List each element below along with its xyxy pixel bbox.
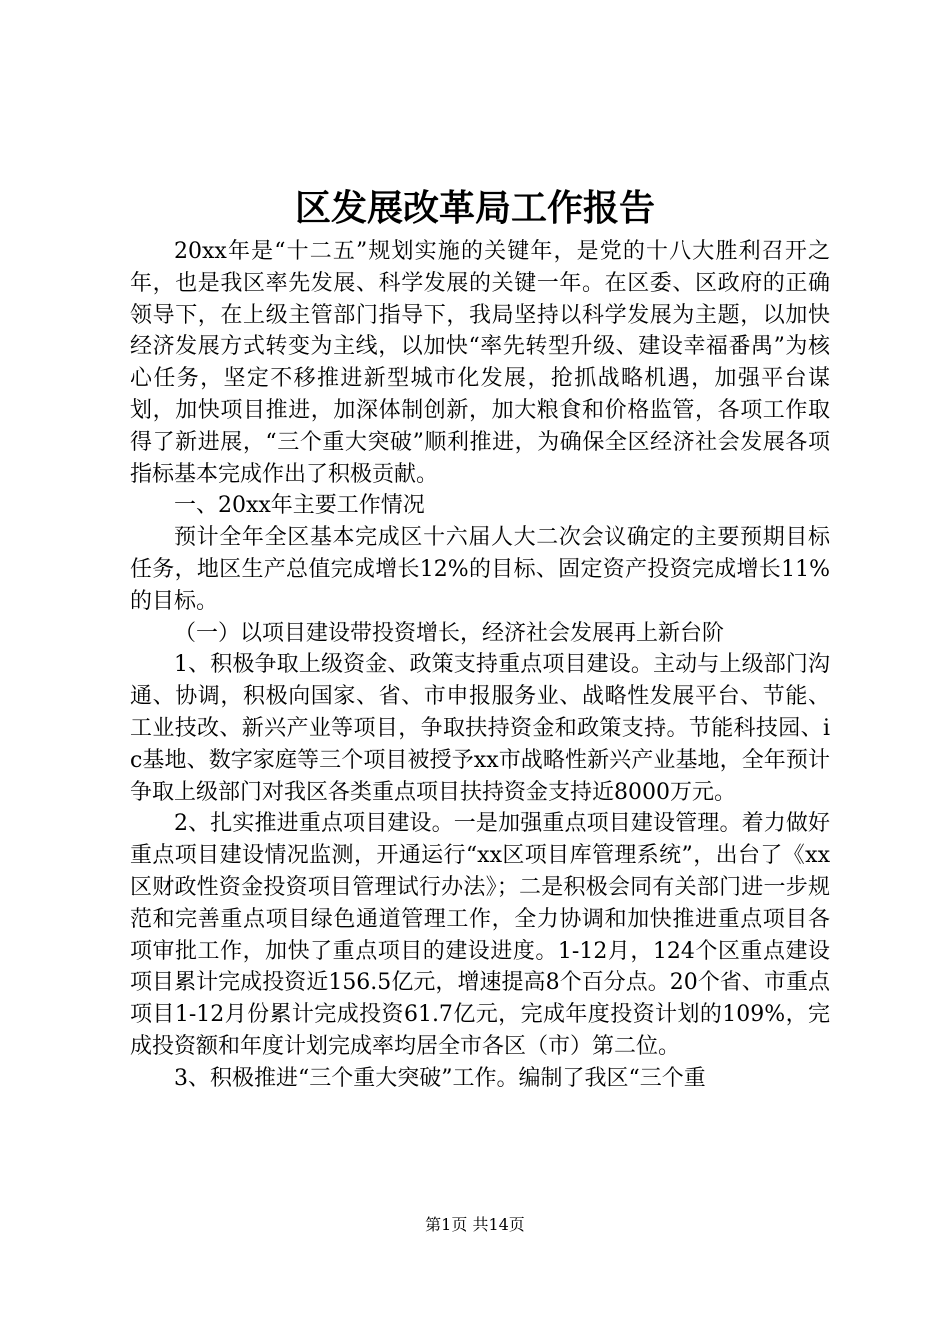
section-heading-1: 一、20xx年主要工作情况 — [174, 493, 425, 519]
subsection-heading-1: （一）以项目建设带投资增长，经济社会发展再上新台阶 — [174, 620, 725, 646]
page-title: 区发展改革局工作报告 — [294, 187, 655, 229]
paragraph-item-3: 3、积极推进“三个重大突破”工作。编制了我区“三个重 — [174, 1065, 706, 1091]
paragraph-item-2: 2、扎实推进重点项目建设。一是加强重点项目建设管理。着力做好重点项目建设情况监测，开通运行“xx区项目库管理系统”，出台了《xx区财政性资金投资项目管理试行办法》；二是积极会同有关部门进一步规范和完善重点项目绿色通道管理工作，全力协调和加快推进重点项目各项审批工作，加快了重点项目的建设进度。1-12月，124个区重点建设项目累计完成投资近156.5亿元，增速提高8个百分点。20个省、市重点项目1-12月份累计完成投资61.7亿元，完成年度投资计划的109%，完成投资额和年度计划完成率均居全市各区（市）第二位。 — [130, 811, 830, 1059]
page-number-footer: 第1页 共14页 — [425, 1215, 525, 1234]
paragraph-targets: 预计全年全区基本完成区十六届人大二次会议确定的主要预期目标任务，地区生产总值完成增长12%的目标、固定资产投资完成增长11%的目标。 — [130, 525, 830, 614]
document-body — [130, 236, 830, 1095]
paragraph-item-1: 1、积极争取上级资金、政策支持重点项目建设。主动与上级部门沟通、协调，积极向国家、省、市申报服务业、战略性发展平台、节能、工业技改、新兴产业等项目，争取扶持资金和政策支持。节能科技园、ic基地、数字家庭等三个项目被授予xx市战略性新兴产业基地，全年预计争取上级部门对我区各类重点项目扶持资金支持近8000万元。 — [130, 652, 830, 805]
paragraph-intro: 20xx年是“十二五”规划实施的关键年，是党的十八大胜利召开之年，也是我区率先发展、科学发展的关键一年。在区委、区政府的正确领导下，在上级主管部门指导下，我局坚持以科学发展为主题，以加快经济发展方式转变为主线，以加快“率先转型升级、建设幸福番禺”为核心任务，坚定不移推进新型城市化发展，抢抓战略机遇，加强平台谋划，加快项目推进，加深体制创新，加大粮食和价格监管，各项工作取得了新进展，“三个重大突破”顺利推进，为确保全区经济社会发展各项指标基本完成作出了积极贡献。 — [130, 239, 830, 487]
